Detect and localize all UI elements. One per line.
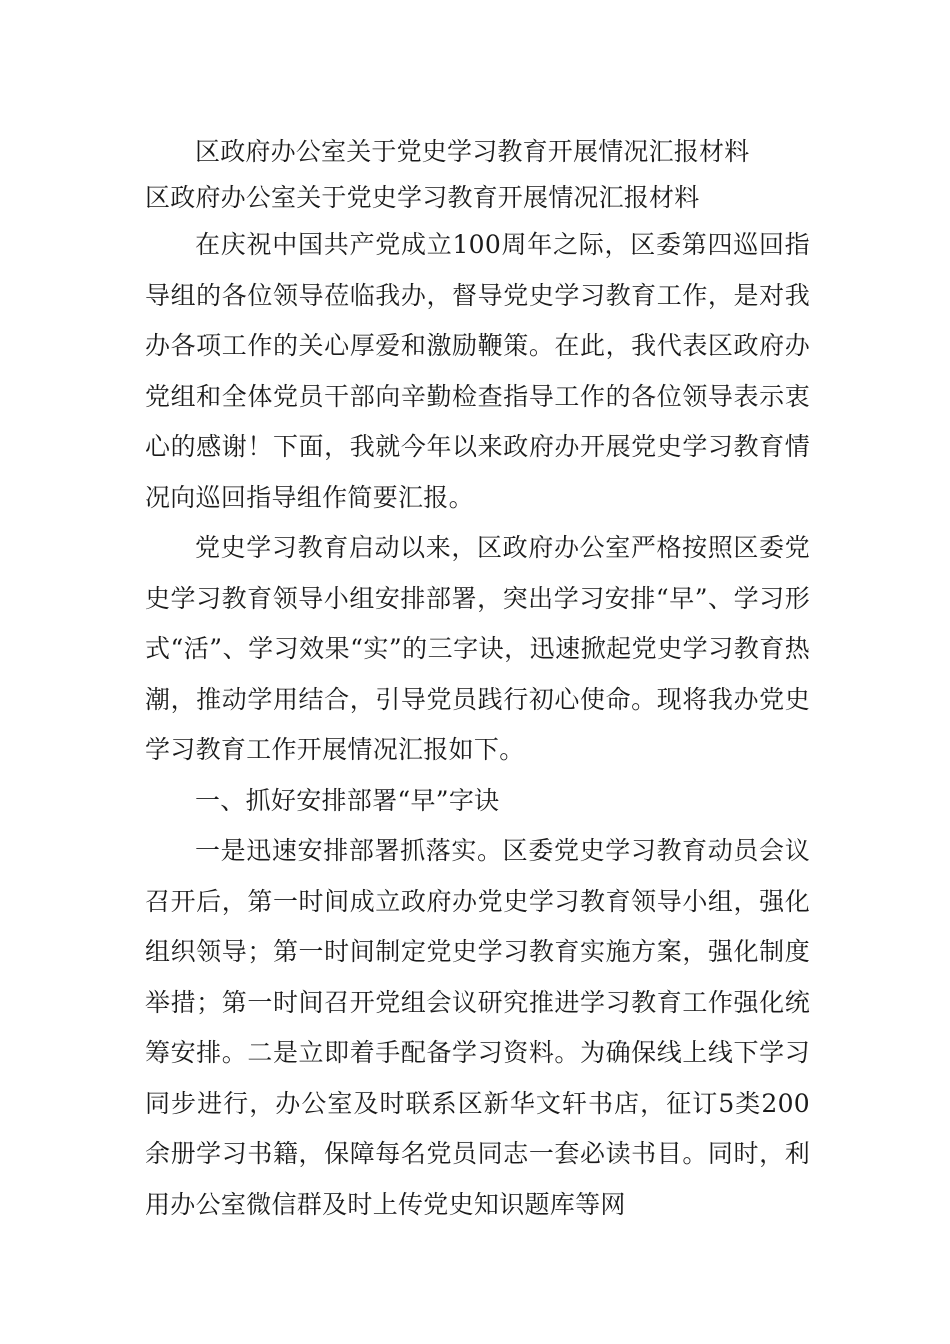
document-subtitle: 区政府办公室关于党史学习教育开展情况汇报材料 <box>145 183 700 212</box>
intro-paragraph-2: 党史学习教育启动以来，区政府办公室严格按照区委党史学习教育领导小组安排部署，突出学习安排“早”、学习形式“活”、学习效果“实”的三字诀，迅速掀起党史学习教育热潮，推动学用结合，引导党员践行初心使命。现将我办党史学习教育工作开展情况汇报如下。 <box>145 533 810 764</box>
section-heading: 一、抓好安排部署“早”字诀 <box>195 785 500 815</box>
intro-paragraph-1: 在庆祝中国共产党成立100周年之际，区委第四巡回指导组的各位领导莅临我办，督导党史学习教育工作，是对我办各项工作的关心厚爱和激励鞭策。在此，我代表区政府办党组和全体党员干部向辛勤检查指导工作的各位领导表示衷心的感谢！下面，我就今年以来政府办开展党史学习教育情况向巡回指导组作简要汇报。 <box>145 230 810 512</box>
section-paragraph: 一是迅速安排部署抓落实。区委党史学习教育动员会议召开后，第一时间成立政府办党史学习教育领导小组，强化组织领导；第一时间制定党史学习教育实施方案，强化制度举措；第一时间召开党组会议研究推进学习教育工作强化统筹安排。二是立即着手配备学习资料。为确保线上线下学习同步进行，办公室及时联系区新华文轩书店，征订5类200余册学习书籍，保障每名党员同志一套必读书目。同时，利用办公室微信群及时上传党史知识题库等网 <box>145 836 810 1219</box>
document-title: 区政府办公室关于党史学习教育开展情况汇报材料 <box>195 137 750 166</box>
document-body <box>145 134 810 1230</box>
